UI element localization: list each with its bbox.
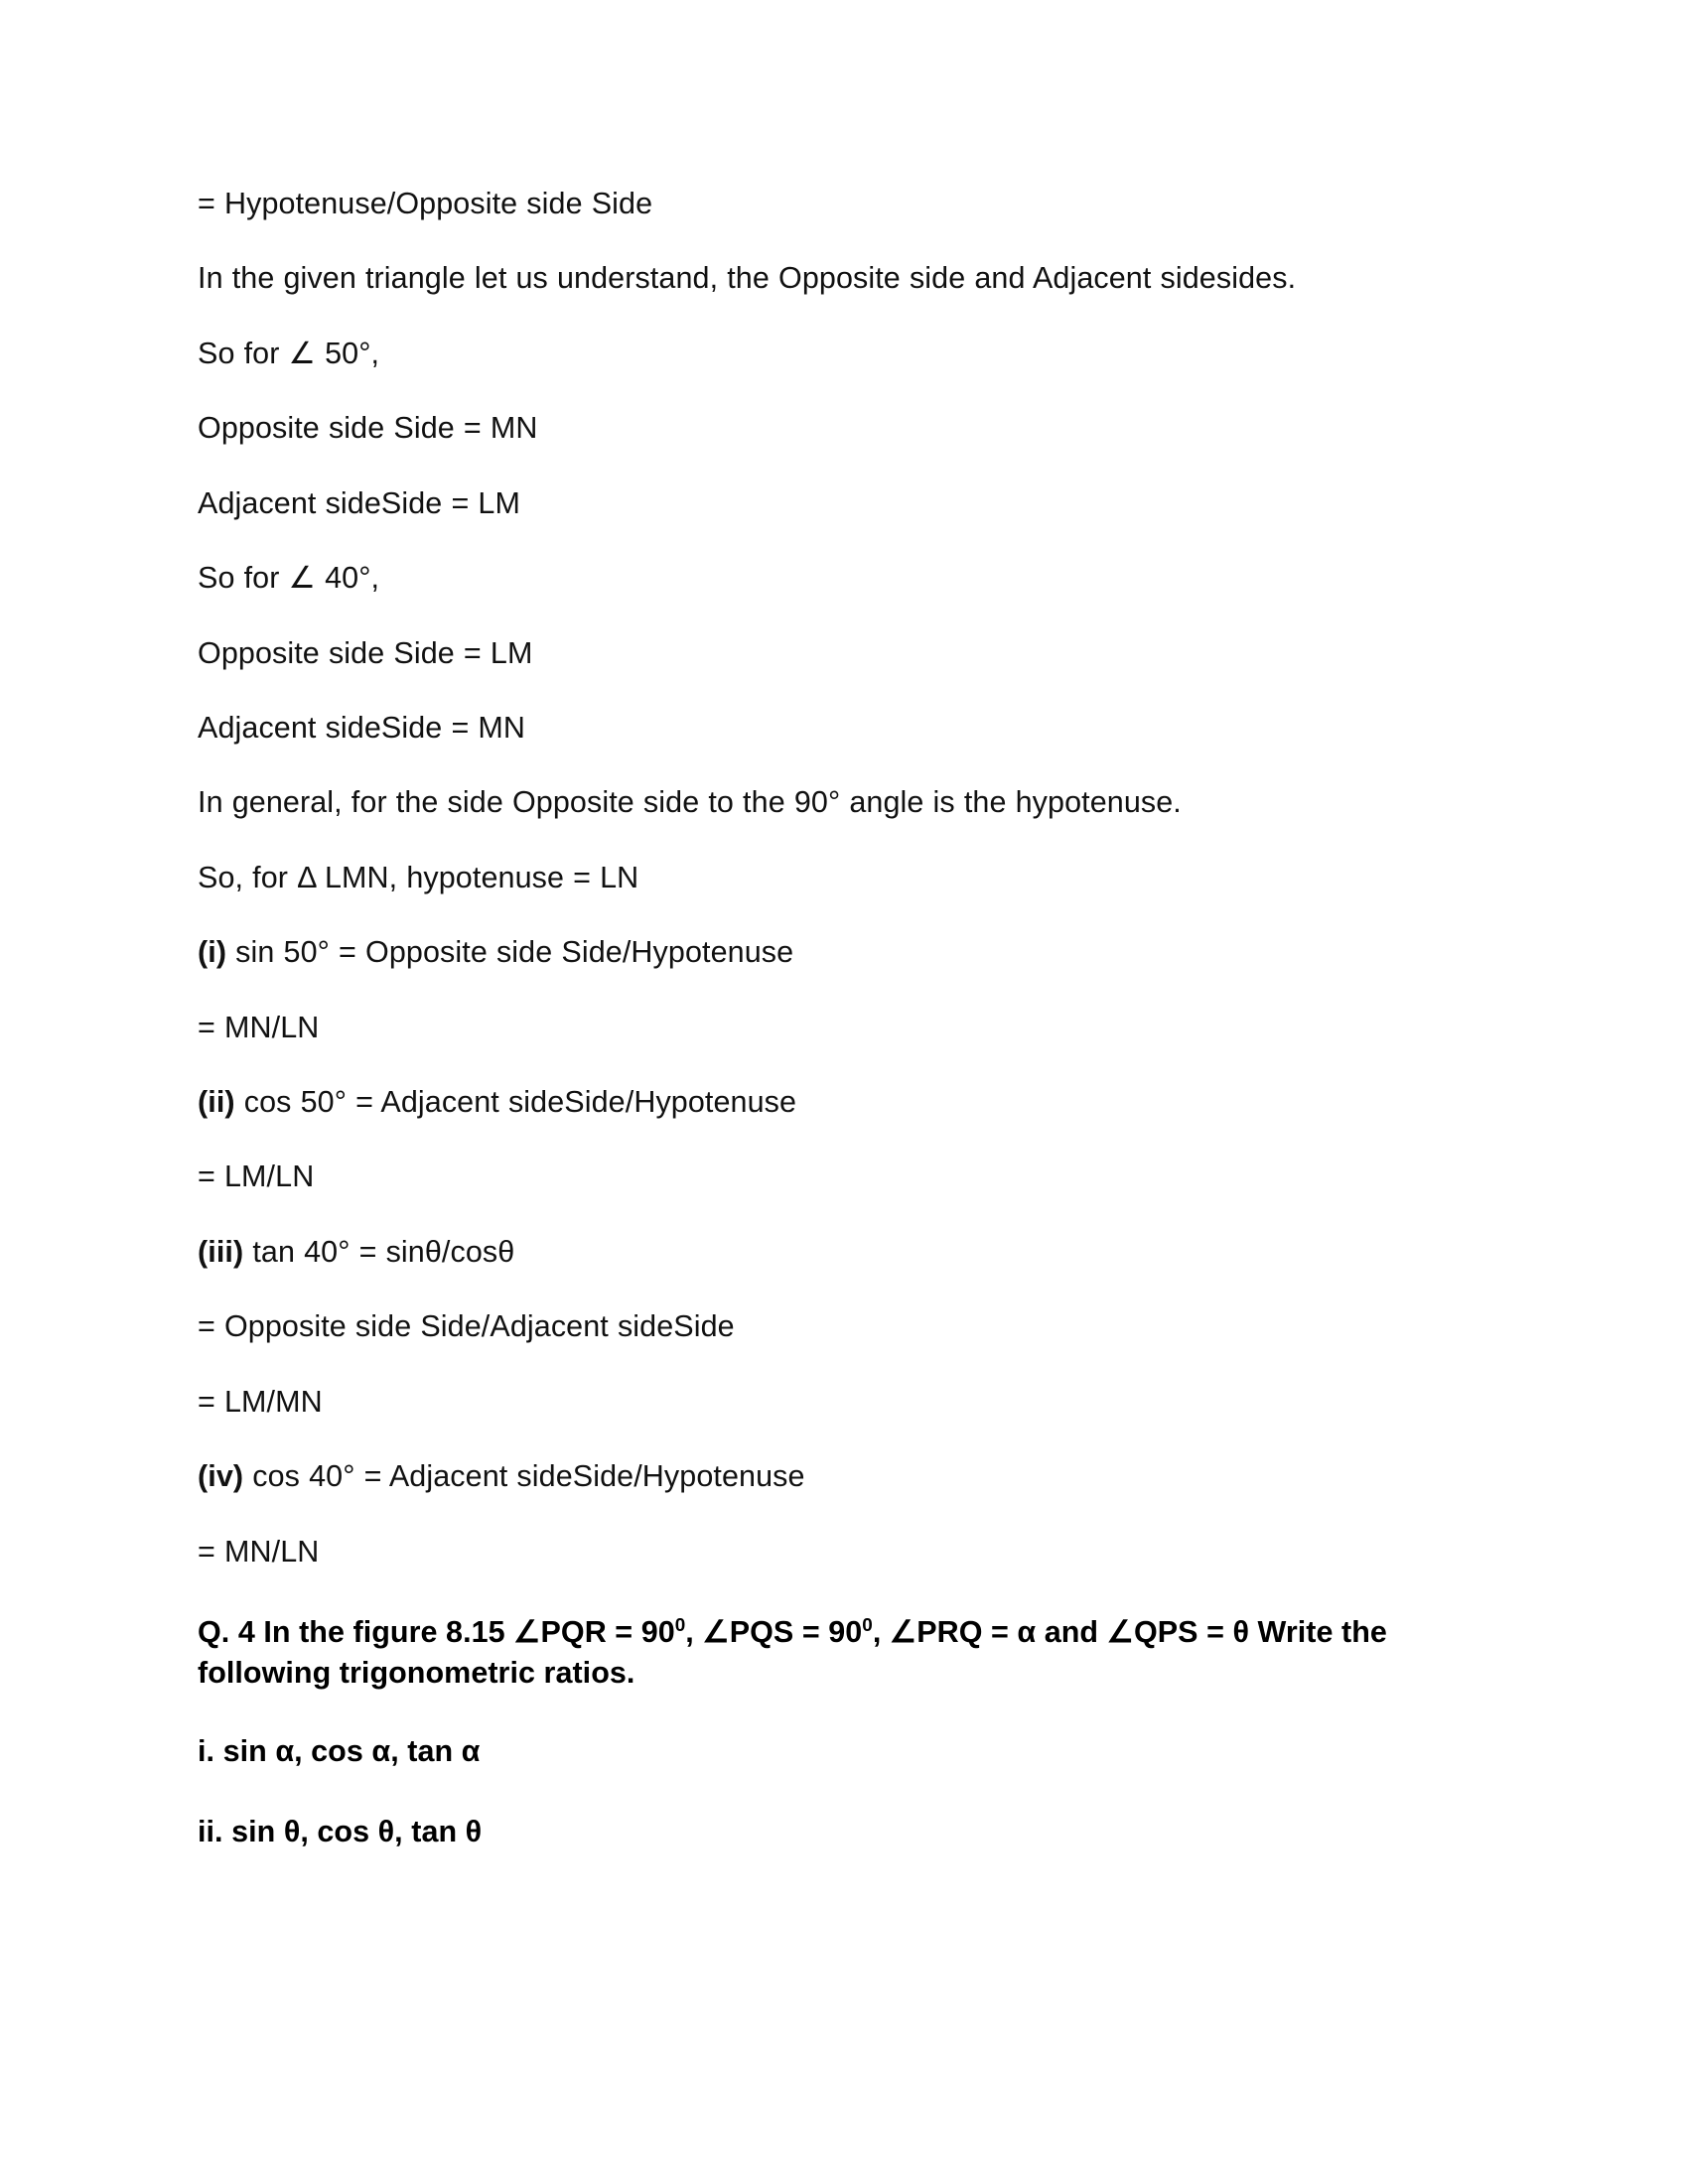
paragraph-adjacent-side-lm: Adjacent sideSide = LM <box>198 485 520 520</box>
question-sub-item-i: i. sin α, cos α, tan α <box>198 1734 481 1769</box>
paragraph-opposite-side-mn: Opposite side Side = MN <box>198 411 538 446</box>
question-text-part2: , ∠PQS = 90 <box>685 1615 863 1650</box>
ratio-item-i <box>198 933 1461 971</box>
document-body <box>198 185 1461 1850</box>
paragraph-so-for-angle-50: So for ∠ 50°, <box>198 336 380 370</box>
ratio-result-iv: = MN/LN <box>198 1534 320 1569</box>
ratio-text-ii: cos 50° = Adjacent sideSide/Hypotenuse <box>234 1085 797 1120</box>
ratio-item-iii <box>198 1233 1461 1271</box>
degree-superscript-1: 0 <box>674 1614 686 1636</box>
question-sub-item-ii: ii. sin θ, cos θ, tan θ <box>198 1814 483 1848</box>
ratio-item-ii <box>198 1083 1461 1121</box>
ratio-text-i: sin 50° = Opposite side Side/Hypotenuse <box>226 935 794 970</box>
question-text-part1: Q. 4 In the figure 8.15 ∠PQR = 90 <box>198 1615 675 1650</box>
paragraph-adjacent-side-mn: Adjacent sideSide = MN <box>198 710 526 745</box>
ratio-marker-iv: (iv) <box>198 1459 244 1494</box>
paragraph-given-triangle-intro: In the given triangle let us understand, the Opposite side and Adjacent sidesides. <box>198 261 1297 296</box>
paragraph-so-for-angle-40: So for ∠ 40°, <box>198 561 380 596</box>
ratio-text-iii: tan 40° = sinθ/cosθ <box>243 1234 515 1269</box>
ratio-result-i: = MN/LN <box>198 1010 320 1044</box>
ratio-marker-iii: (iii) <box>198 1234 244 1269</box>
question-text-part3: , ∠PRQ = α and ∠QPS = θ Write the following trigonometric ratios. <box>198 1615 1387 1690</box>
ratio-result-ii: = LM/LN <box>198 1160 315 1194</box>
ratio-marker-ii: (ii) <box>198 1085 235 1120</box>
paragraph-hypotenuse-ratio: = Hypotenuse/Opposite side Side <box>198 187 653 220</box>
degree-superscript-2: 0 <box>862 1614 873 1636</box>
ratio-result-iii-b: = LM/MN <box>198 1384 323 1419</box>
ratio-item-iv <box>198 1457 1461 1495</box>
paragraph-triangle-lmn-hypotenuse: So, for Δ LMN, hypotenuse = LN <box>198 860 639 894</box>
paragraph-in-general-hypotenuse: In general, for the side Opposite side to the 90° angle is the hypotenuse. <box>198 785 1182 820</box>
question-4-heading <box>198 1612 1461 1693</box>
paragraph-opposite-side-lm: Opposite side Side = LM <box>198 635 533 670</box>
ratio-marker-i: (i) <box>198 935 227 970</box>
ratio-result-iii-a: = Opposite side Side/Adjacent sideSide <box>198 1309 735 1344</box>
ratio-text-iv: cos 40° = Adjacent sideSide/Hypotenuse <box>243 1459 805 1494</box>
